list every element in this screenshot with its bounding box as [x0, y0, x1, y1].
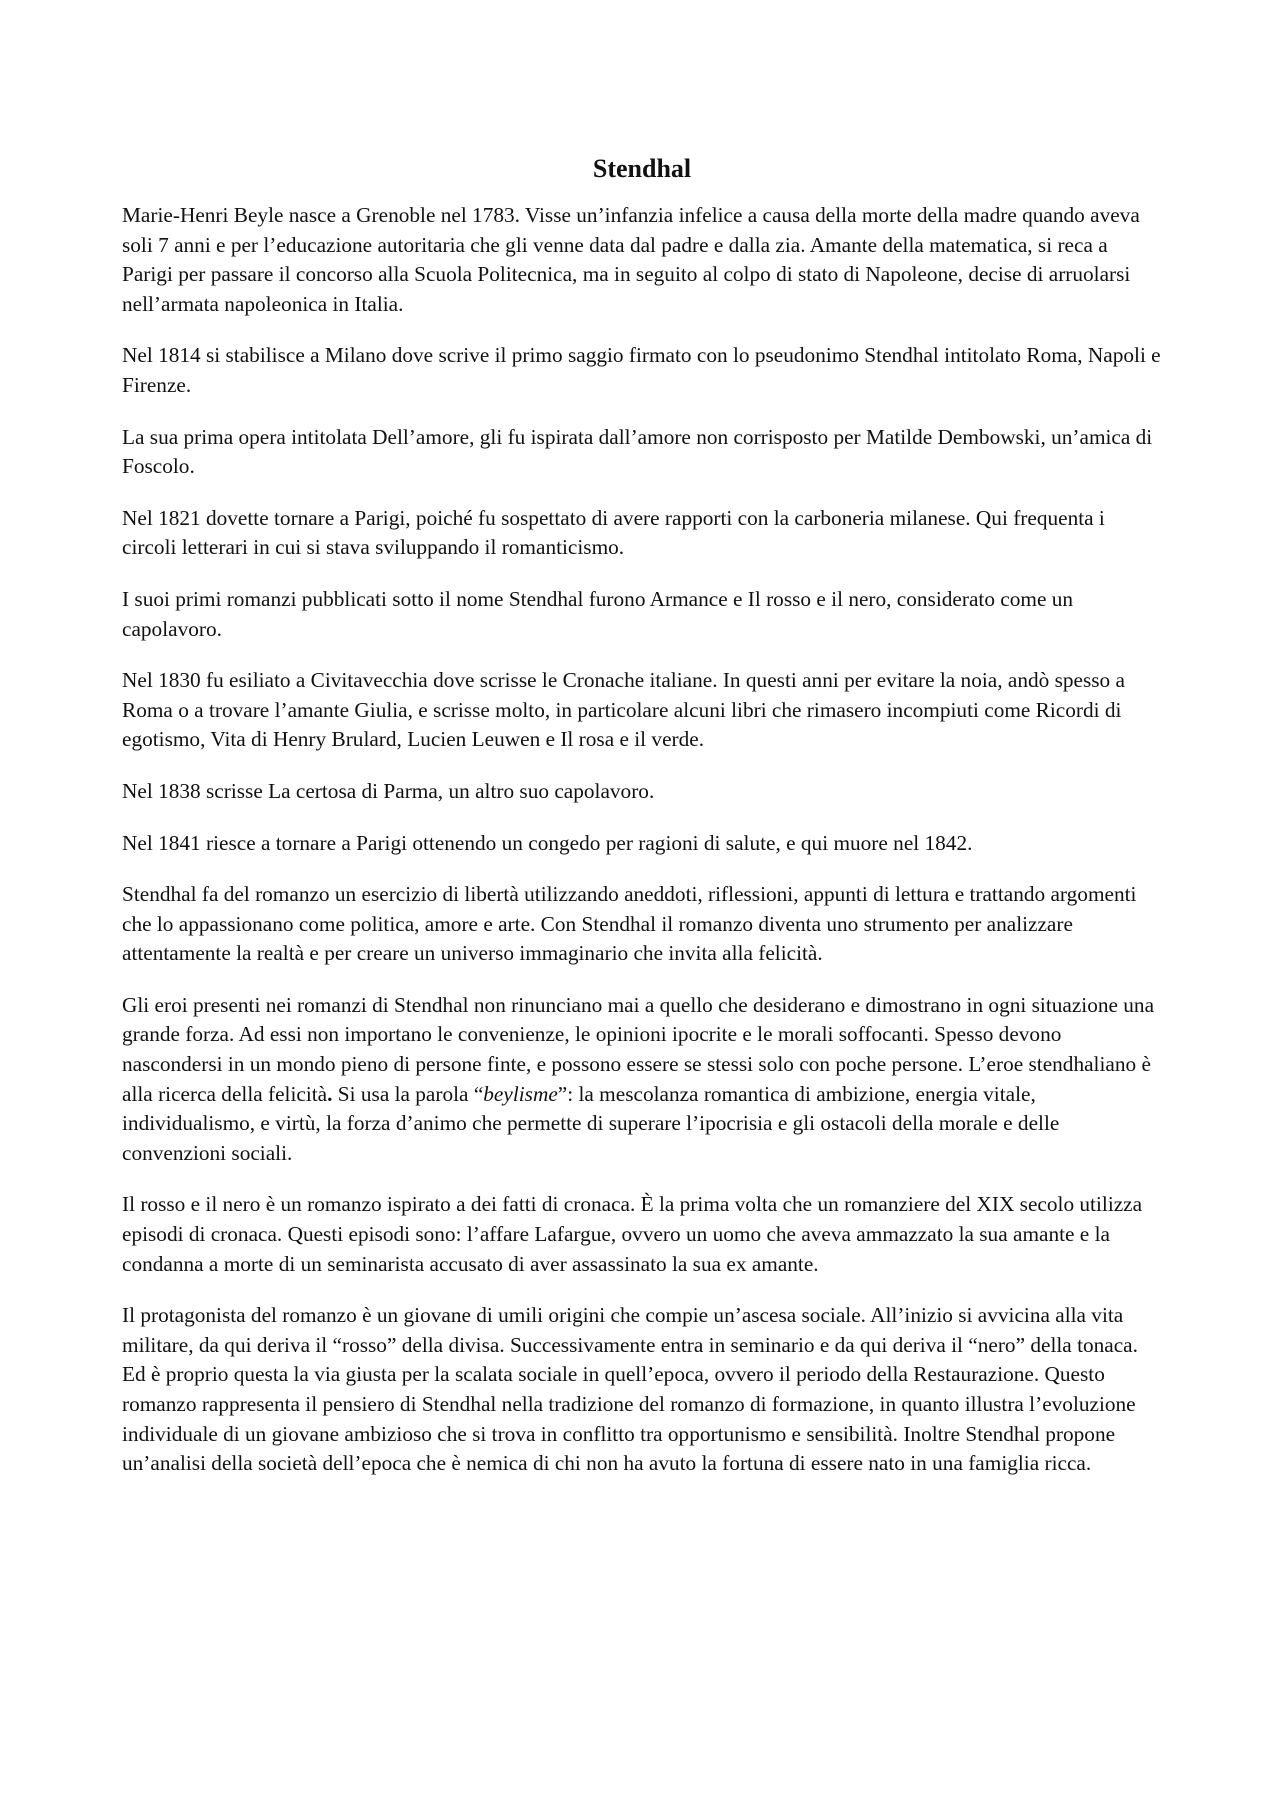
paragraph-morte-1842: Nel 1841 riesce a tornare a Parigi ottenendo un congedo per ragioni di salute, e qui muore nel 1842. [122, 830, 973, 855]
document-title: Stendhal [592, 154, 692, 183]
paragraph-biography-intro: Marie-Henri Beyle nasce a Grenoble nel 1783. Visse un’infanzia infelice a causa della morte della madre quando aveva soli 7 anni e per l’educazione autoritaria che gli venne data dal padre e dalla zia. Amante della matematica, si reca a Parigi per passare il concorso alla Scuola Politecnica, ma in seguito al colpo di stato di Napoleone, decise di arruolarsi nell’armata napoleonica in Italia. [122, 203, 1140, 316]
eroi-bold-period: . [327, 1081, 333, 1106]
eroi-text-part1: Gli eroi presenti nei romanzi di Stendhal non rinunciano mai a quello che desiderano e dimostrano in ogni situazione una grande forza. Ad essi non importano le convenienze, le opinioni ipocrite e le morali soffocanti. Spesso devono nascondersi in un mondo pieno di persone finte, e possono essere se stessi solo con poche persone. L’eroe stendhaliano è alla ricerca della felicità [122, 992, 1155, 1106]
paragraph-romanzo-liberta: Stendhal fa del romanzo un esercizio di libertà utilizzando aneddoti, riflessioni, appunti di lettura e trattando argomenti che lo appassionano come politica, amore e arte. Con Stendhal il romanzo diventa uno strumento per analizzare attentamente la realtà e per creare un universo immaginario che invita alla felicità. [122, 882, 1137, 966]
beylisme-term: beylisme [483, 1081, 558, 1106]
eroi-text-part3: ”: la mescolanza romantica di ambizione, energia vitale, individualismo, e virtù, la forza d’animo che permette di superare l’ipocrisia e gli ostacoli della morale e delle convenzioni sociali. [122, 1081, 1060, 1165]
paragraph-parigi-1821: Nel 1821 dovette tornare a Parigi, poiché fu sospettato di avere rapporti con la carboneria milanese. Qui frequenta i circoli letterari in cui si stava sviluppando il romanticismo. [122, 505, 1105, 560]
paragraph-protagonista: Il protagonista del romanzo è un giovane di umili origini che compie un’ascesa sociale. All’inizio si avvicina alla vita militare, da qui deriva il “rosso” della divisa. Successivamente entra in seminario e da qui deriva il “nero” della tonaca. Ed è proprio questa la via giusta per la scalata sociale in quell’epoca, ovvero il periodo della Restaurazione. Questo romanzo rappresenta il pensiero di Stendhal nella tradizione del romanzo di formazione, in quanto illustra l’evoluzione individuale di un giovane ambizioso che si trova in conflitto tra opportunismo e sensibilità. Inoltre Stendhal propone un’analisi della società dell’epoca che è nemica di chi non ha avuto la fortuna di essere nato in una famiglia ricca. [122, 1303, 1138, 1476]
paragraph-primi-romanzi: I suoi primi romanzi pubblicati sotto il nome Stendhal furono Armance e Il rosso e il nero, considerato come un capolavoro. [122, 586, 1074, 641]
paragraph-eroi-stendhaliani [122, 991, 1162, 1169]
paragraph-rosso-e-nero: Il rosso e il nero è un romanzo ispirato a dei fatti di cronaca. È la prima volta che un romanziere del XIX secolo utilizza episodi di cronaca. Questi episodi sono: l’affare Lafargue, ovvero un uomo che aveva ammazzato la sua amante e la condanna a morte di un seminarista accusato di aver assassinato la sua ex amante. [122, 1192, 1143, 1276]
paragraph-civitavecchia-1830: Nel 1830 fu esiliato a Civitavecchia dove scrisse le Cronache italiane. In questi anni per evitare la noia, andò spesso a Roma o a trovare l’amante Giulia, e scrisse molto, in particolare alcuni libri che rimasero incompiuti come Ricordi di egotismo, Vita di Henry Brulard, Lucien Leuwen e Il rosa e il verde. [122, 668, 1125, 752]
paragraph-dell-amore: La sua prima opera intitolata Dell’amore, gli fu ispirata dall’amore non corrisposto per Matilde Dembowski, un’amica di Foscolo. [122, 424, 1153, 479]
eroi-text-part2: Si usa la parola “ [332, 1081, 484, 1106]
paragraph-milano-1814: Nel 1814 si stabilisce a Milano dove scrive il primo saggio firmato con lo pseudonimo Stendhal intitolato Roma, Napoli e Firenze. [122, 343, 1161, 397]
paragraph-certosa-1838: Nel 1838 scrisse La certosa di Parma, un altro suo capolavoro. [122, 778, 655, 803]
document-body [122, 152, 1162, 1501]
